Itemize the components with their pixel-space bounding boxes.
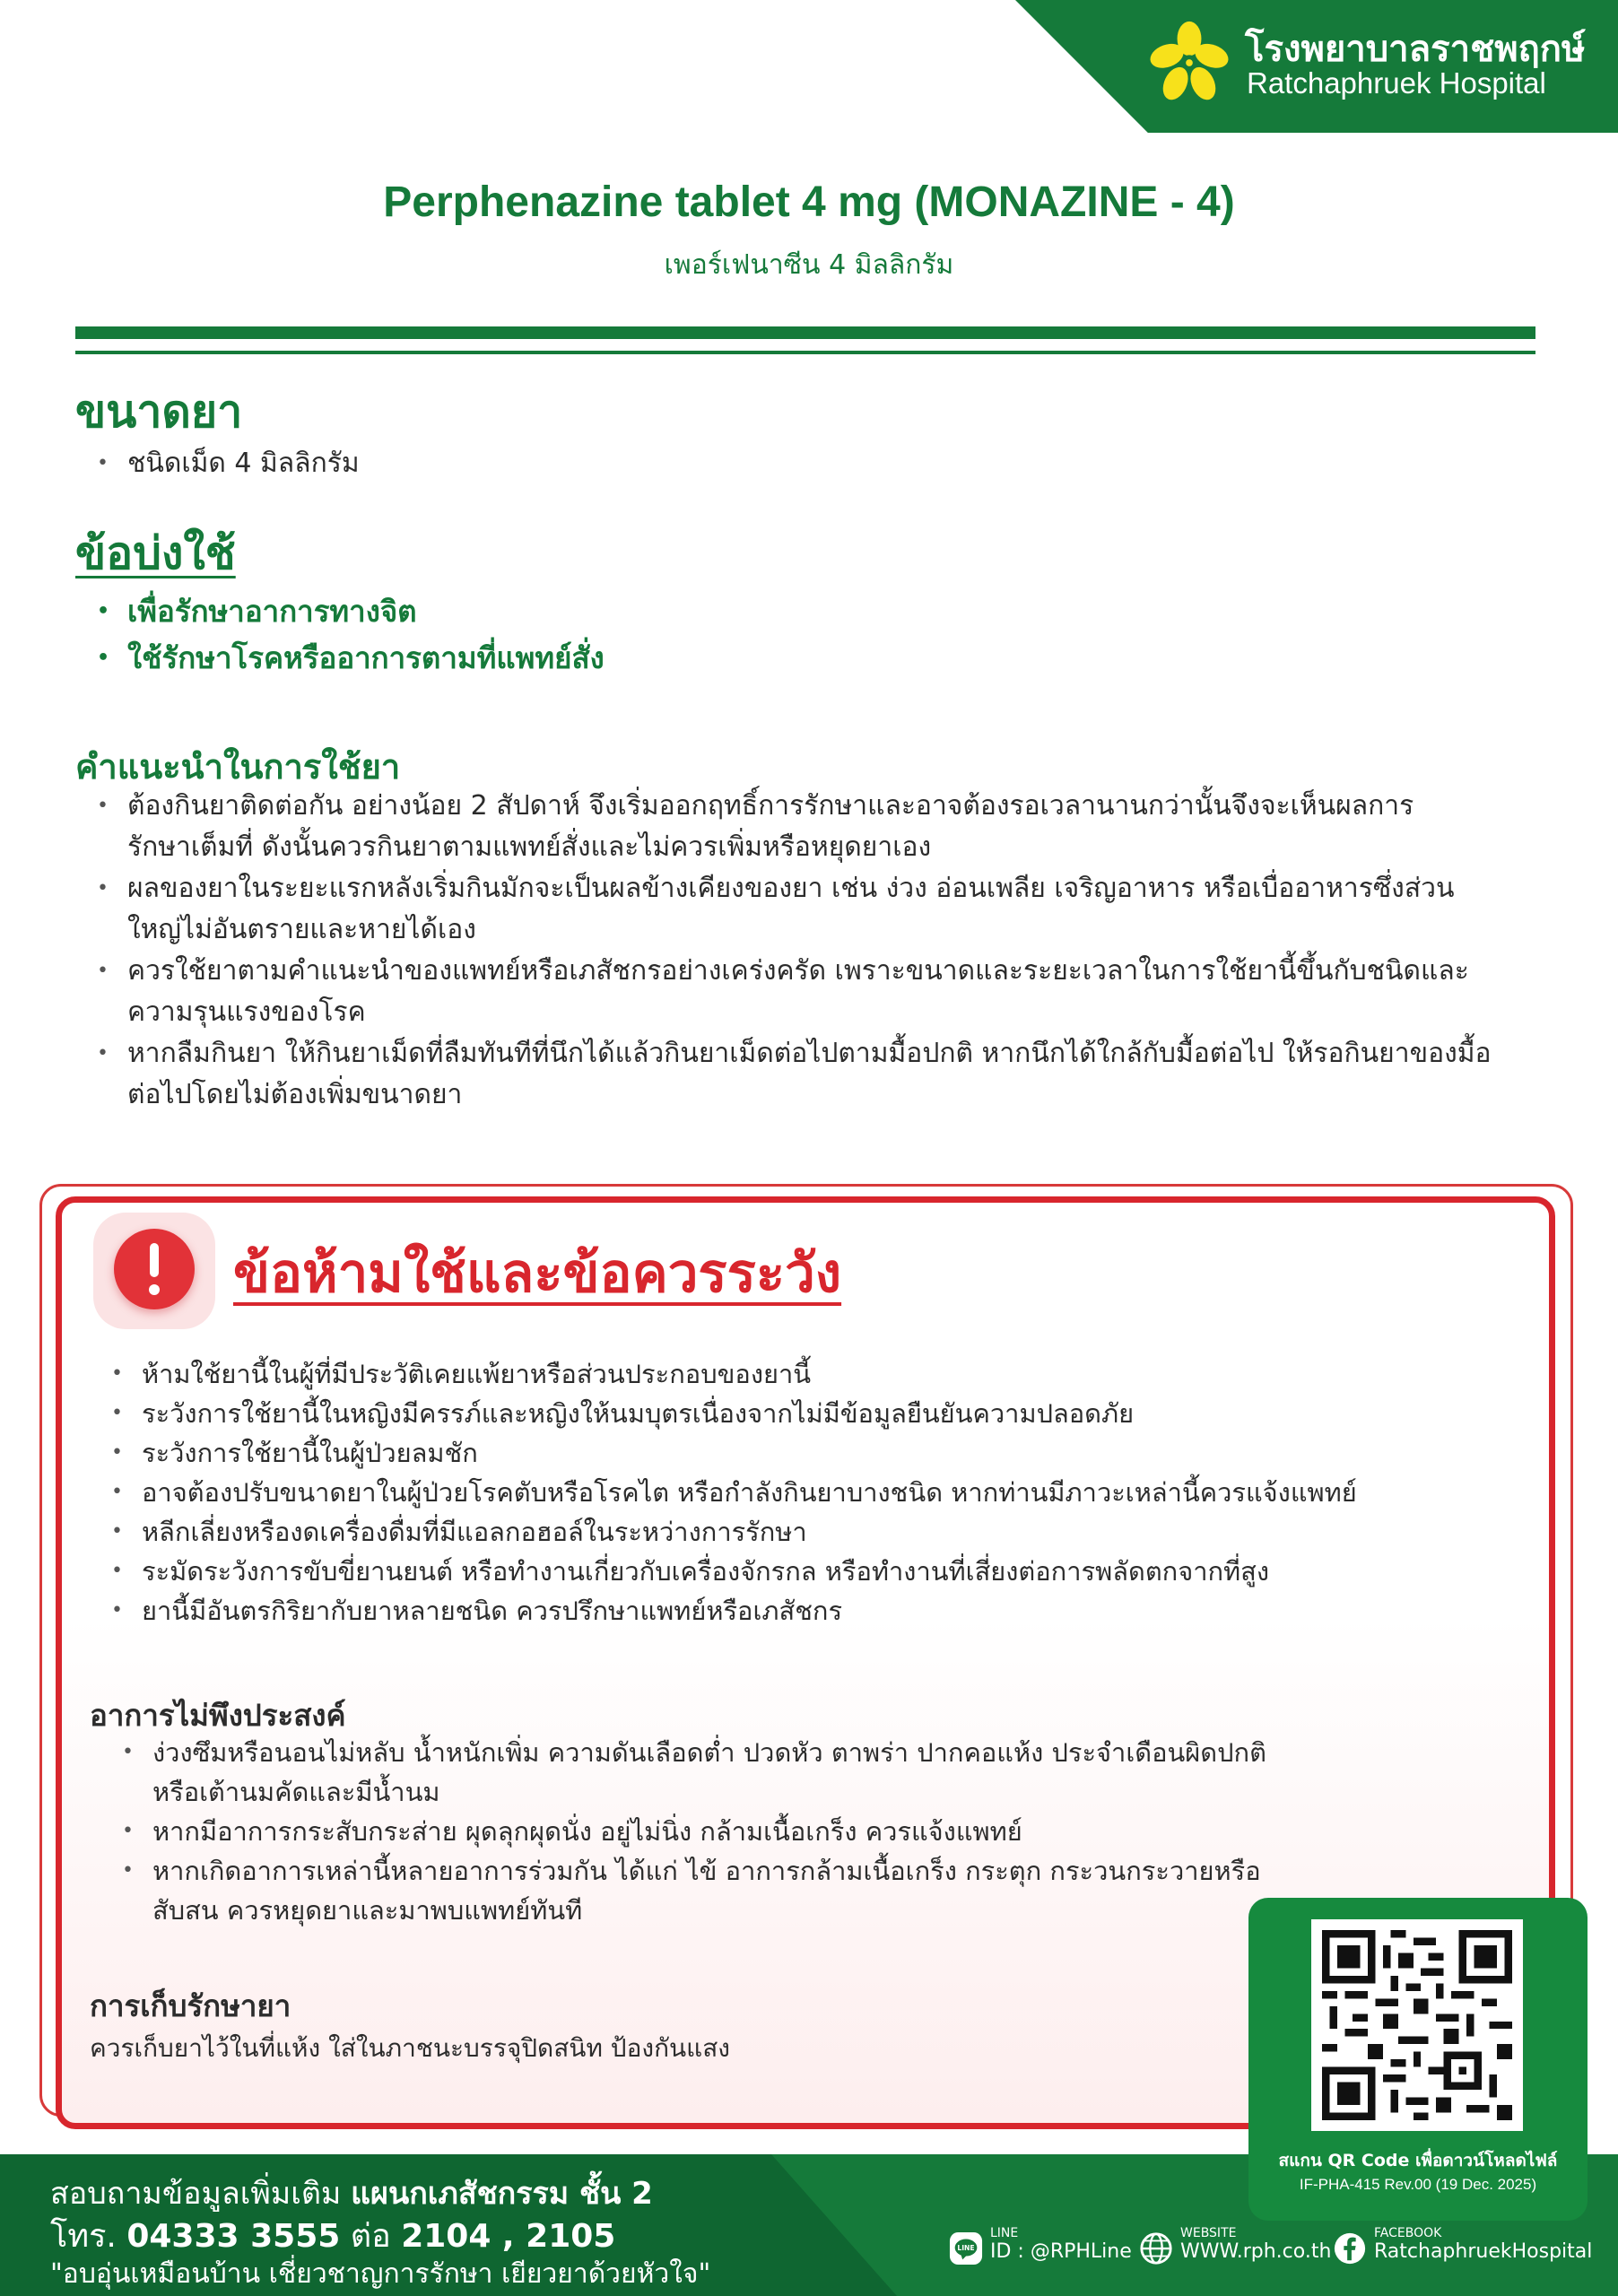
- list-item-line: ต่อไปโดยไม่ต้องเพิ่มขนาดยา: [127, 1079, 463, 1110]
- indications-list: [75, 588, 1546, 682]
- qr-code[interactable]: [1322, 1930, 1512, 2120]
- website-url[interactable]: WWW.rph.co.th: [1180, 2240, 1332, 2263]
- globe-icon: [1139, 2231, 1173, 2266]
- list-item: • อาจต้องปรับขนาดยาในผู้ป่วยโรคตับหรือโรคไต หรือกำลังกินยาบางชนิด หากท่านมีภาวะเหล่านี้ควรแจ้งแพทย์: [90, 1473, 1543, 1512]
- list-item: • ห้ามใช้ยานี้ในผู้ที่มีประวัติเคยแพ้ยาหรือส่วนประกอบของยานี้: [90, 1354, 1543, 1394]
- facebook-label: FACEBOOK: [1374, 2226, 1442, 2240]
- ext-numbers: 2104 , 2105: [401, 2218, 616, 2255]
- dosage-heading: ขนาดยา: [75, 386, 243, 438]
- list-item: • ใช้รักษาโรคหรืออาการตามที่แพทย์สั่ง: [75, 635, 1546, 682]
- list-item: • หลีกเลี่ยงหรืองดเครื่องดื่มที่มีแอลกอฮอล์ในระหว่างการรักษา: [90, 1512, 1543, 1552]
- contact-prefix: สอบถามข้อมูลเพิ่มเติม: [50, 2176, 342, 2212]
- instructions-heading: คำแนะนำในการใช้ยา: [75, 747, 401, 787]
- list-item-line: ความรุนแรงของโรค: [127, 996, 366, 1028]
- website-contact[interactable]: [1139, 2226, 1336, 2271]
- list-item: • เพื่อรักษาอาการทางจิต: [75, 588, 1546, 635]
- storage-text: ควรเก็บยาไว้ในที่แห้ง ใส่ในภาชนะบรรจุปิดสนิท ป้องกันแสง: [90, 2033, 730, 2063]
- storage-heading: การเก็บรักษายา: [90, 1988, 291, 2023]
- list-item-line: • ผลของยาในระยะแรกหลังเริ่มกินมักจะเป็นผลข้างเคียงของยา เช่น ง่วง อ่อนเพลีย เจริญอาหาร หรือเบื่ออาหารซึ่งส่วน: [127, 873, 1455, 904]
- exclamation-icon: [114, 1229, 195, 1309]
- footer-slogan: "อบอุ่นเหมือนบ้าน เชี่ยวชาญการรักษา เยียวยาด้วยหัวใจ": [50, 2258, 711, 2290]
- side-effects-heading: อาการไม่พึงประสงค์: [90, 1698, 346, 1733]
- document-code: IF-PHA-415 Rev.00 (19 Dec. 2025): [1299, 2176, 1537, 2193]
- phone-number[interactable]: 04333 3555: [126, 2218, 341, 2255]
- list-item: [75, 868, 1582, 951]
- drug-subtitle: เพอร์เฟนาซีน 4 มิลลิกรัม: [664, 249, 954, 281]
- dosage-list: [75, 443, 1546, 484]
- facebook-icon: [1333, 2231, 1367, 2266]
- hospital-name-english: Ratchaphruek Hospital: [1247, 66, 1546, 100]
- qr-caption: สแกน QR Code เพื่อดาวน์โหลดไฟล์: [1278, 2151, 1558, 2170]
- line-id[interactable]: ID : @RPHLine: [990, 2240, 1132, 2263]
- ext-prefix: ต่อ: [350, 2218, 391, 2255]
- list-item-line: • หากมีอาการกระสับกระส่าย ผุดลุกผุดนั่ง อยู่ไม่นิ่ง กล้ามเนื้อเกร็ง ควรแจ้งแพทย์: [152, 1816, 1022, 1847]
- facebook-contact[interactable]: [1333, 2226, 1602, 2271]
- phone-prefix: โทร.: [50, 2218, 117, 2255]
- svg-text:LINE: LINE: [957, 2243, 975, 2252]
- warnings-list: [90, 1354, 1543, 1631]
- list-item-line: • ง่วงซึมหรือนอนไม่หลับ น้ำหนักเพิ่ม ความดันเลือดต่ำ ปวดหัว ตาพร่า ปากคอแห้ง ประจำเดือนผิดปกติ: [152, 1737, 1266, 1768]
- list-item-line: หรือเต้านมคัดและมีน้ำนม: [152, 1777, 440, 1807]
- list-item-line: • หากเกิดอาการเหล่านี้หลายอาการร่วมกัน ได้แก่ ไข้ อาการกล้ามเนื้อเกร็ง กระตุก กระวนกระวายหรือ: [152, 1856, 1261, 1886]
- list-item: [75, 786, 1582, 868]
- line-icon: [949, 2231, 983, 2266]
- website-label: WEBSITE: [1180, 2226, 1237, 2240]
- contact-department: แผนกเภสัชกรรม ชั้น 2: [351, 2176, 653, 2212]
- side-effects-list: [100, 1733, 1266, 1930]
- list-item: • ระมัดระวังการขับขี่ยานยนต์ หรือทำงานเกี่ยวกับเครื่องจักรกล หรือทำงานที่เสี่ยงต่อการพลัดตกจากที่สูง: [90, 1552, 1543, 1591]
- list-item-line: • ต้องกินยาติดต่อกัน อย่างน้อย 2 สัปดาห์ จึงเริ่มออกฤทธิ์การรักษาและอาจต้องรอเวลานานกว่านั้นจึงจะเห็นผลการ: [127, 790, 1414, 822]
- facebook-page[interactable]: RatchaphruekHospital: [1374, 2240, 1593, 2263]
- instructions-list: [75, 786, 1582, 1116]
- list-item-line: • หากลืมกินยา ให้กินยาเม็ดที่ลืมทันทีที่นึกได้แล้วกินยาเม็ดต่อไปตามมื้อปกติ หากนึกได้ใกล้กับมื้อต่อไป ให้รอกินยาของมื้อ: [127, 1038, 1492, 1069]
- title-divider-thick: [75, 326, 1535, 339]
- hospital-name-thai: โรงพยาบาลราชพฤกษ์: [1245, 29, 1586, 70]
- list-item: [100, 1733, 1266, 1812]
- list-item: [75, 1033, 1582, 1116]
- title-divider-thin: [75, 351, 1535, 354]
- list-item-line: • ควรใช้ยาตามคำแนะนำของแพทย์หรือเภสัชกรอย่างเคร่งครัด เพราะขนาดและระยะเวลาในการใช้ยานี้ขึ้นกับชนิดและ: [127, 955, 1469, 987]
- drug-title: Perphenazine tablet 4 mg (MONAZINE - 4): [383, 178, 1235, 226]
- list-item-line: ใหญ่ไม่อันตรายและหายได้เอง: [127, 914, 476, 945]
- list-item: • ระวังการใช้ยานี้ในผู้ป่วยลมชัก: [90, 1433, 1543, 1473]
- list-item: [100, 1812, 1266, 1851]
- list-item-line: สับสน ควรหยุดยาและมาพบแพทย์ทันที: [152, 1895, 583, 1926]
- warnings-heading: ข้อห้ามใช้และข้อควรระวัง: [233, 1242, 842, 1305]
- list-item: [100, 1851, 1266, 1930]
- list-item: [75, 951, 1582, 1033]
- list-item: • ชนิดเม็ด 4 มิลลิกรัม: [75, 443, 1546, 484]
- list-item-line: รักษาเต็มที่ ดังนั้นควรกินยาตามแพทย์สั่งและไม่ควรเพิ่มหรือหยุดยาเอง: [127, 831, 932, 863]
- list-item: • ระวังการใช้ยานี้ในหญิงมีครรภ์และหญิงให้นมบุตรเนื่องจากไม่มีข้อมูลยืนยันความปลอดภัย: [90, 1394, 1543, 1433]
- list-item: • ยานี้มีอันตรกิริยากับยาหลายชนิด ควรปรึกษาแพทย์หรือเภสัชกร: [90, 1591, 1543, 1631]
- indications-heading: ข้อบ่งใช้: [75, 527, 236, 579]
- line-label: LINE: [990, 2226, 1019, 2240]
- hospital-flower-logo: [1146, 20, 1232, 106]
- line-contact[interactable]: [949, 2226, 1137, 2271]
